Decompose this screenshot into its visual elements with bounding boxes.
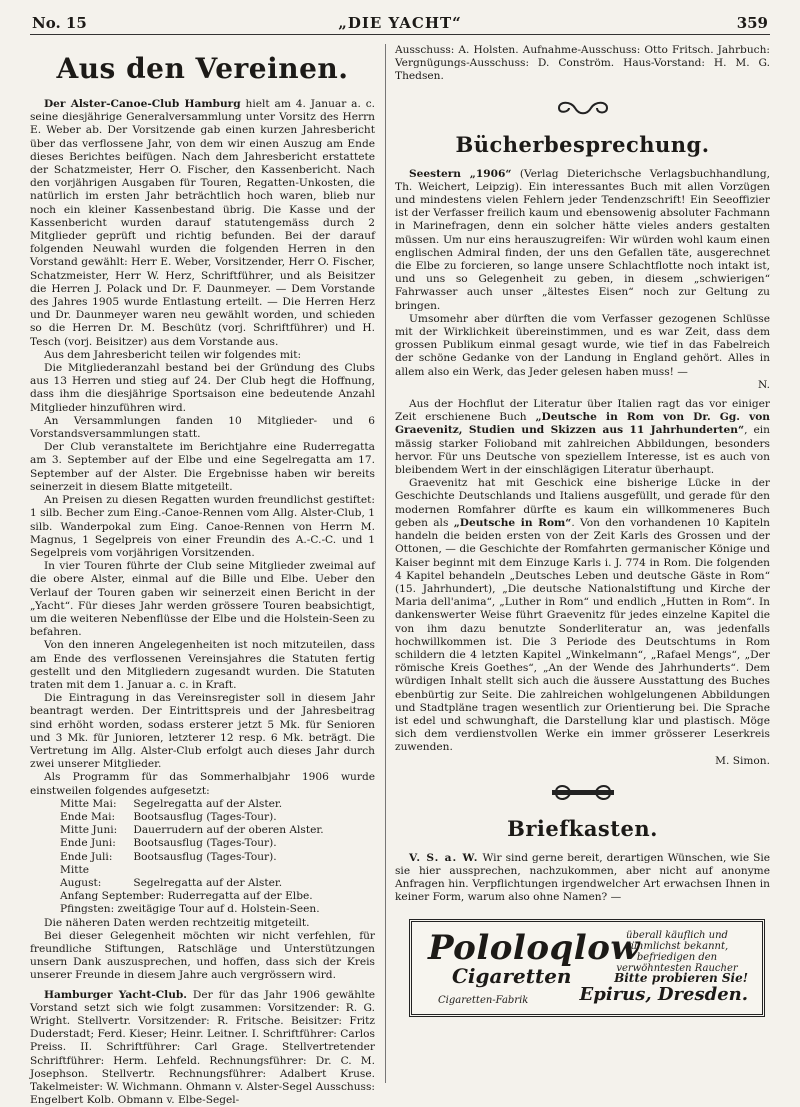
alster-paragraph-4: An Versammlungen fanden 10 Mitglieder- und 6 Vorstandsversammlungen statt. bbox=[30, 414, 375, 441]
ad-brand: Pololoqlow bbox=[428, 927, 641, 968]
issue-number: No. 15 bbox=[32, 14, 87, 32]
alster-paragraph-2: Aus dem Jahresbericht teilen wir folgendes mit: bbox=[44, 348, 302, 361]
seestern-review-2: Umsomehr aber dürften die vom Verfasser gezogenen Schlüsse mit der Wirklichkeit übereinstimmen, und es war Zeit, dass dem grossen Publikum einmal gesagt wurde, wie tief in das Fabelreich der schöne Gedanke von der Landung in England gehört. Alles in allem also ein Werk, das Jeder gelesen haben muss! — bbox=[395, 312, 770, 378]
ad-company: Epirus, Dresden. bbox=[579, 983, 748, 1005]
hamburger-club-name: Hamburger Yacht-Club. bbox=[44, 988, 187, 1001]
committee-continuation: Ausschuss: A. Holsten. Aufnahme-Ausschuss: Otto Fritsch. Jahrbuch: Vergnügungs-Ausschuss: D. Conström. Haus-Vorstand: H. M. G. Thedsen. bbox=[395, 44, 770, 83]
ad-product: Cigaretten bbox=[452, 963, 572, 988]
alster-paragraph-1: Der Alster-Canoe-Club Hamburg hielt am 4. Januar a. c. seine diesjährige Generalversammlung unter Vorsitz des Herrn E. Weber ab. Der Vorsitzende gab einen kurzen Jahresbericht über das verflossene Jahr, von dem wir einen Auszug am Ende dieses Berichtes beifügen. Nach dem Jahresbericht erstattete der Schatzmeister, Herr O. Fischer, den Kassenbericht. Nach den vorjährigen Ausgaben für Touren, Regatten-Unkosten, die natürlich im ersten Jahr beträchtlich hoch waren, blieb nur noch ein kleiner Kassenbestand übrig. Die Kasse und der Kassenbericht wurden darauf statutengemäss durch 2 Mitglieder geprüft und richtig befunden. Bei der darauf folgenden Neuwahl wurden die folgenden Herren in den Vorstand gewählt: Herr E. Weber, Vorsitzender, Herr O. Fischer, Schatzmeister, Herr W. Herz, Schriftführer, und als Beisitzer die Herren J. Polack und Dr. F. Daunmeyer. — Dem Vorstande des Jahres 1905 wurde Entlastung erteilt. — Die Herren Herz und Dr. Daunmeyer waren neu gewählt worden, und schieden so die Herren Dr. M. Beschütz (vorj. Schriftführer) und H. Tesch (vorj. Beisitzer) aus dem Vorstande aus. bbox=[30, 98, 375, 348]
alster-paragraph-8: Von den inneren Angelegenheiten ist noch mitzuteilen, dass am Ende des verflossenen Vereinsjahres die Statuten fertig gestellt und den Mitgliedern zugesandt wurden. Die Statuten traten mit dem 1. Januar a. c. in Kraft. bbox=[30, 639, 375, 691]
seestern-review: Seestern „1906“ (Verlag Dieterichsche Verlagsbuchhandlung, Th. Weichert, Leipzig). Ein interessantes Buch mit allen Vorzügen und mindestens vielen Fehlern jeder Tendenzschrift! Ein Seeoffizier ist der Verfasser freilich kaum und ebensowenig absoluter Fachmann in Marinefragen, denn ein solcher hätte vieles anders gestalten müssen. Um nur eins herauszugreifen: Wir würden wohl kaum einen englischen Admiral finden, der uns den Gefallen täte, ausgerechnet die Elbe zu forcieren, so lange unsere Schlachtflotte noch intakt ist, und uns so Gelegenheit zu geben, in diesem „schwierigen“ Fahrwasser auch unser „ältestes Eisen“ noch zur Geltung zu bringen. bbox=[395, 167, 770, 312]
italy-review-1: Aus der Hochflut der Literatur über Italien ragt das vor einiger Zeit erschienene Buch „Deutsche in Rom von Dr. Gg. von Graevenitz, Studien und Skizzen aus 11 Jahrhunderten“, ein mässig starker Folioband mit zahlreichen Abbildungen, besonders hervor. Für uns Deutsche von speziellem Interesse, ist es auch von bleibendem Wert in der einschlägigen Literatur überhaupt. bbox=[395, 398, 771, 477]
ad-claim: überall käuflich und rühmlichst bekannt, befriedigen den verwöhntesten Raucher bbox=[616, 929, 738, 974]
summer-program-list bbox=[30, 798, 375, 917]
ad-factory: Cigaretten-Fabrik bbox=[438, 994, 529, 1006]
right-column bbox=[395, 44, 770, 1083]
alster-paragraph-5: Der Club veranstaltete im Berichtjahre eine Ruderregatta am 3. September auf der Elbe und eine Segelregatta am 17. September auf der Alster. Die Ergebnisse haben wir bereits seinerzeit in diesem Blatte mitgeteilt. bbox=[30, 441, 375, 493]
magazine-title: „DIE YACHT“ bbox=[338, 14, 462, 32]
program-item: Ende Mai: Bootsausflug (Tages-Tour). bbox=[60, 810, 277, 823]
flourish-ornament-icon bbox=[395, 782, 770, 804]
alster-paragraph-3: Die Mitgliederanzahl bestand bei der Gründung des Clubs aus 13 Herren und stieg auf 24. Der Club hegt die Hoffnung, dass ihm die diesjährige Sportsaison eine bedeutende Anzahl Mitglieder hinzuführen wird. bbox=[30, 362, 375, 414]
page-number: 359 bbox=[736, 14, 768, 32]
letters-answer: V. S. a. W. Wir sind gerne bereit, derartigen Wünschen, wie Sie sie hier aussprechen, nachzukommen, aber nicht auf anonyme Anfragen hin. Verpflichtungen irgendwelcher Art erwachsen Ihnen in keiner Form, warum also ohne Namen? — bbox=[395, 851, 770, 904]
program-item: Anfang September: Ruderregatta auf der Elbe. bbox=[60, 890, 313, 903]
alster-club-name: Der Alster-Canoe-Club Hamburg bbox=[44, 98, 241, 110]
program-item: Mitte August: Segelregatta auf der Alster. bbox=[60, 863, 283, 889]
program-item: Pfingsten: zweitägige Tour auf d. Holstein-Seen. bbox=[60, 903, 320, 916]
seestern-signature: N. bbox=[758, 378, 770, 391]
page-header bbox=[30, 8, 770, 35]
program-item: Mitte Juni: Dauerrudern auf der oberen Alster. bbox=[60, 824, 324, 837]
alster-paragraph-9: Die Eintragung in das Vereinsregister soll in diesem Jahr beantragt werden. Der Eintrittspreis und der Jahresbeitrag sind erhöht worden, sodass ersterer jetzt 5 Mk. für Senioren und 3 Mk. für Junioren, letzterer 12 resp. 6 Mk. beträgt. Die Vertretung im Allg. Alster-Club erfolgt auch dieses Jahr durch zwei unserer Mitglieder. bbox=[30, 692, 375, 771]
program-item: Ende Juli: Bootsausflug (Tages-Tour). bbox=[60, 850, 277, 863]
hamburger-yacht-club-paragraph: Hamburger Yacht-Club. Der für das Jahr 1906 gewählte Vorstand setzt sich wie folgt zusammen: Vorsitzender: R. G. Wright. Stellvertr. Vorsitzender: R. Fritsche. Beisitzer: Fritz Duderstadt; Ferd. Kieser; Heinr. Leitner. I. Schriftführer: Carlos Preiss. II. Schriftführer: Carl Grage. Stellvertretender Schriftführer: Herm. Lehfeld. Rechnungsführer: Dr. C. M. Josephson. Stellvertr. Rechnungsführer: Adalbert Kruse. Takelmeister: W. Wichmann. Ohmann v. Alster-Segel Ausschuss: Engelbert Kolb. Obmann v. Elbe-Segel- bbox=[30, 988, 375, 1107]
column-divider bbox=[385, 44, 386, 1083]
book-title-deutsche-in-rom: „Deutsche in Rom von Dr. Gg. von Graevenitz, Studien und Skizzen aus 11 Jahrhunderten“ bbox=[395, 411, 770, 437]
alster-paragraph-12: Bei dieser Gelegenheit möchten wir nicht verfehlen, für freundliche Stiftungen, Ratschläge und Unterstützungen unsern Dank auszusprechen, und hoffen, dass sich der Kreis unserer Freunde in diesem Jahre auch vergrössern wird. bbox=[30, 929, 375, 982]
cigarette-advertisement bbox=[409, 919, 765, 1017]
ad-try: Bitte probieren Sie! bbox=[614, 970, 748, 985]
program-item: Mitte Mai: Segelregatta auf der Alster. bbox=[60, 797, 283, 810]
letters-title: Briefkasten. bbox=[507, 815, 658, 841]
alster-paragraph-10: Als Programm für das Sommerhalbjahr 1906 wurde einstweilen folgendes aufgesetzt: bbox=[30, 771, 375, 797]
alster-paragraph-6: An Preisen zu diesen Regatten wurden freundlichst gestiftet: 1 silb. Becher zum Eing.-Canoe-Rennen vom Allg. Alster-Club, 1 silb. Wanderpokal zum Eing. Canoe-Rennen von Herrn M. Magnus, 1 Segelpreis von einer Freundin des A.-C.-C. und 1 Segelpreis vom vorjährigen Vorsitzenden. bbox=[30, 494, 375, 559]
alster-paragraph-7: In vier Touren führte der Club seine Mitglieder zweimal auf die obere Alster, einmal auf die Bille und Elbe. Ueber den Verlauf der Touren gaben wir seinerzeit einen Bericht in der „Yacht“. Für dieses Jahr werden grössere Touren beabsichtigt, um die weiteren Nebenflüsse der Elbe und die Holstein-Seen zu befahren. bbox=[30, 560, 375, 639]
program-item: Ende Juni: Bootsausflug (Tages-Tour). bbox=[60, 837, 277, 850]
clubs-section-title: Aus den Vereinen. bbox=[56, 52, 349, 85]
italy-signature: M. Simon. bbox=[715, 754, 770, 767]
book-review-title: Bücherbesprechung. bbox=[455, 131, 710, 157]
seestern-title: Seestern „1906“ bbox=[409, 167, 512, 180]
italy-review-2: Graevenitz hat mit Geschick eine bisherige Lücke in der Geschichte Deutschlands und Italiens ausgefüllt, und gerade für den modernen Romfahrer dürfte es kaum ein willkommeneres Buch geben als „Deutsche in Rom“. Von den vorhandenen 10 Kapiteln handeln die beiden ersten von der Zeit Karls des Grossen und der Ottonen, — die Geschichte der Romfahrten germanischer Könige und Kaiser beginnt mit dem Einzuge Karls i. J. 774 in Rom. Die folgenden 4 Kapitel behandeln „Deutsches Leben und deutsche Gäste in Rom“ (15. Jahrhundert), „Die deutsche Nationalstiftung und Kirche der Maria dell'anima“, „Luther in Rom“ und endlich „Hutten in Rom“. In dankenswerter Weise führt Graevenitz für jedes einzelne Kapitel die von ihm dazu benutzte Sonderliteratur an, was jedenfalls hochwillkommen ist. Die 3 Periode des Deutschtums in Rom schildern die 4 letzten Kapitel „Winkelmann“, „Rafael Mengs“, „Der römische Kreis Goethes“, „An der Wende des Jahrhunderts“. Dem würdigen Inhalt stellt sich auch die äussere Ausstattung des Buches ebenbürtig zur Seite. Die zahlreichen wohlgelungenen Abbildungen und Stadtpläne tragen wesentlich zur Orientierung bei. Die Sprache ist edel und schwunghaft, die Darstellung klar und plastisch. Möge sich dem verdienstvollen Werke ein immer grösserer Leserkreis zuwenden. bbox=[395, 477, 770, 754]
flourish-ornament-icon bbox=[395, 98, 770, 120]
letters-addressee: V. S. a. W. bbox=[409, 851, 479, 864]
alster-paragraph-11: Die näheren Daten werden rechtzeitig mitgeteilt. bbox=[44, 916, 310, 929]
left-column bbox=[30, 44, 375, 1107]
